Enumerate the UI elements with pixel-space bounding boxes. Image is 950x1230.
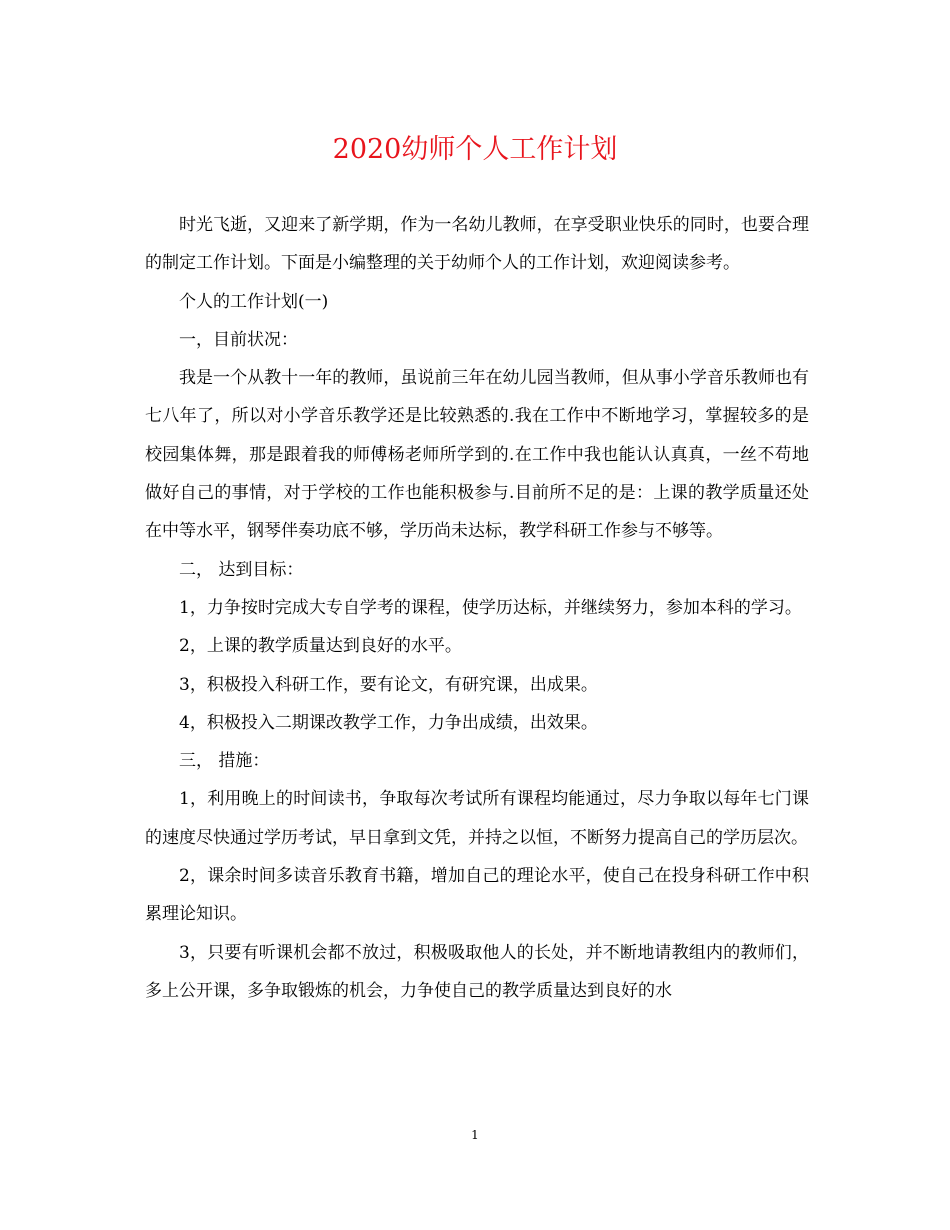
paragraph-measure-3: 3，只要有听课机会都不放过，积极吸取他人的长处，并不断地请教组内的教师们，多上公开课，多争取锻炼的机会，力争使自己的教学质量达到良好的水	[145, 942, 809, 1001]
paragraph-section-heading: 个人的工作计划(一)	[179, 291, 329, 312]
paragraph-heading-measures: 三， 措施：	[179, 751, 270, 772]
paragraph-goal-2: 2，上课的教学质量达到良好的水平。	[179, 636, 462, 657]
paragraph-intro: 时光飞逝，又迎来了新学期，作为一名幼儿教师，在享受职业快乐的同时，也要合理的制定工作计划。下面是小编整理的关于幼师个人的工作计划，欢迎阅读参考。	[145, 215, 809, 274]
document-title: 2020幼师个人工作计划	[332, 134, 618, 165]
paragraph-goal-4: 4，积极投入二期课改教学工作，力争出成绩，出效果。	[179, 712, 598, 733]
paragraph-heading-goals: 二， 达到目标：	[179, 559, 304, 580]
page-number: 1	[471, 1128, 479, 1142]
paragraph-heading-current-status: 一，目前状况：	[179, 329, 298, 350]
document-body	[145, 206, 809, 1010]
paragraph-measure-2: 2，课余时间多读音乐教育书籍，增加自己的理论水平，使自己在投身科研工作中积累理论知识。	[145, 866, 809, 925]
paragraph-measure-1: 1，利用晚上的时间读书，争取每次考试所有课程均能通过，尽力争取以每年七门课的速度尽快通过学历考试，早日拿到文凭，并持之以恒，不断努力提高自己的学历层次。	[145, 789, 809, 848]
paragraph-goal-3: 3，积极投入科研工作，要有论文，有研究课，出成果。	[179, 674, 598, 695]
paragraph-goal-1: 1，力争按时完成大专自学考的课程，使学历达标，并继续努力，参加本科的学习。	[179, 597, 802, 618]
paragraph-current-status: 我是一个从教十一年的教师，虽说前三年在幼儿园当教师，但从事小学音乐教师也有七八年了，所以对小学音乐教学还是比较熟悉的.我在工作中不断地学习，掌握较多的是校园集体舞，那是跟着我的师傅杨老师所学到的.在工作中我也能认认真真，一丝不苟地做好自己的事情，对于学校的工作也能积极参与.目前所不足的是：上课的教学质量还处在中等水平，钢琴伴奏功底不够，学历尚未达标，教学科研工作参与不够等。	[145, 368, 809, 542]
